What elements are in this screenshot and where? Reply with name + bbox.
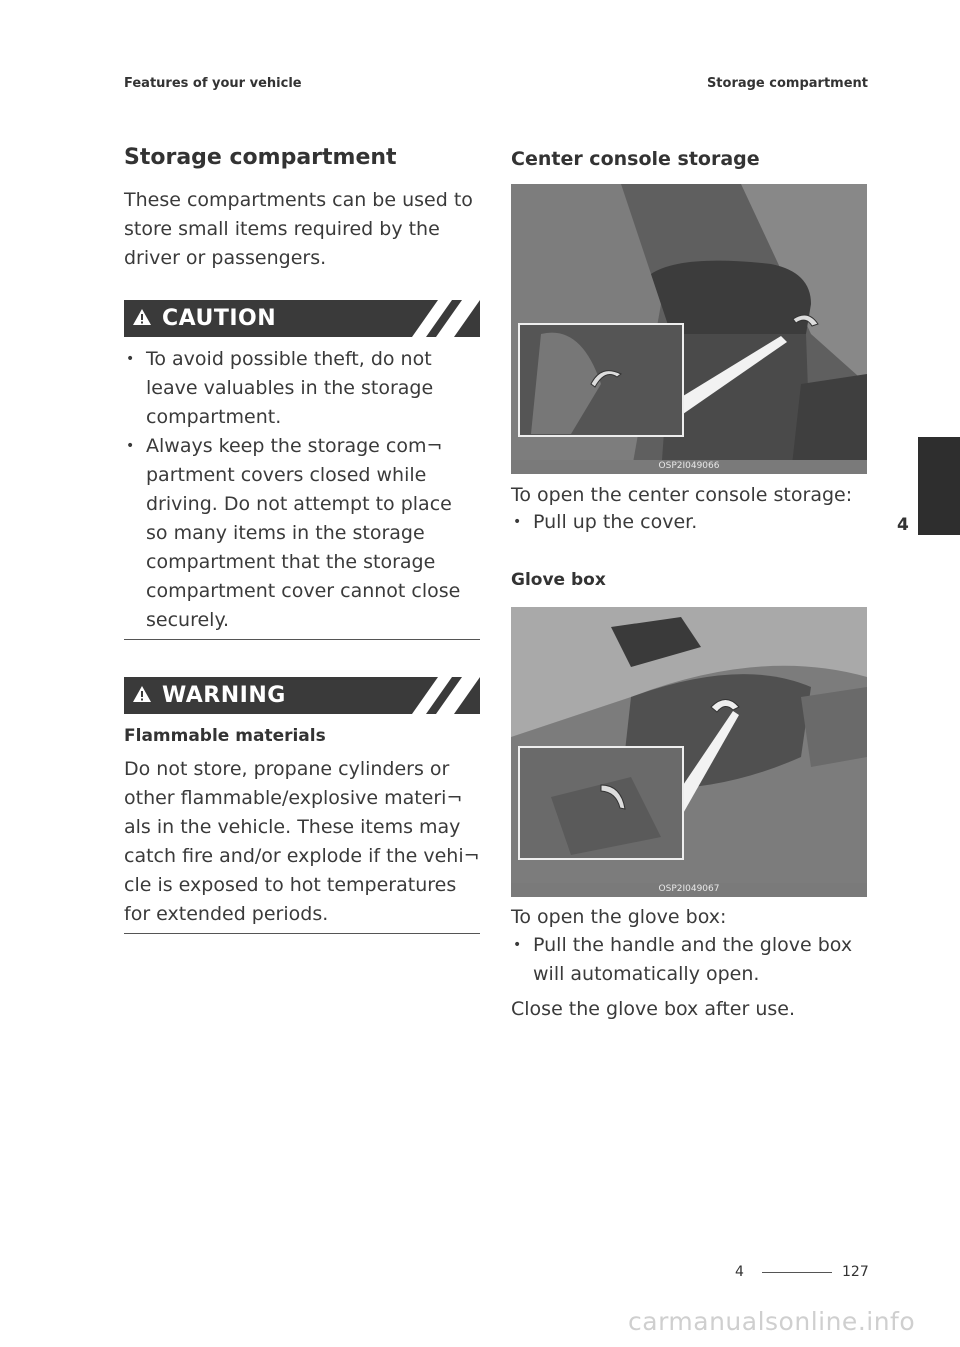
chapter-tab-number: 4	[897, 515, 909, 535]
page-number: 127	[842, 1264, 869, 1280]
console-instruction: To open the center console storage:	[511, 484, 853, 506]
footer-rule	[762, 1272, 832, 1273]
watermark: carmanualsonline.info	[628, 1307, 916, 1336]
caution-item: • To avoid possible theft, do not leave valuables in the storage compartment.	[124, 345, 474, 432]
intro-paragraph: These compartments can be used to store small items required by the driver or passengers.	[124, 189, 473, 269]
warning-label: WARNING	[162, 683, 286, 708]
glovebox-figure	[511, 607, 867, 897]
glovebox-list	[511, 931, 871, 989]
running-header-left: Features of your vehicle	[124, 76, 302, 91]
warning-body: Do not store, propane cylinders or other flammable/explosive materi¬ als in the vehicle. These items may catch fire and/or explode if the vehi¬ cle is exposed to hot temperatures for extended periods.	[124, 758, 480, 925]
glovebox-title: Glove box	[511, 570, 606, 590]
glovebox-instruction: To open the glove box:	[511, 906, 727, 928]
console-step: • Pull up the cover.	[511, 508, 871, 537]
console-figure	[511, 184, 867, 474]
divider	[124, 933, 480, 934]
banner-stripes	[412, 300, 480, 337]
caution-label: CAUTION	[162, 306, 277, 331]
warning-triangle-icon	[132, 308, 152, 330]
caution-list	[124, 345, 474, 635]
warning-subtitle: Flammable materials	[124, 726, 326, 746]
divider	[124, 639, 480, 640]
warning-triangle-icon	[132, 685, 152, 707]
running-header-right: Storage compartment	[706, 76, 868, 91]
caution-item: • Always keep the storage com¬ partment covers closed while driving. Do not attempt to place so many items in the storage compartment that the storage compartment cover cannot close securely.	[124, 432, 474, 635]
console-figure-id: OSP2I049066	[511, 460, 867, 472]
glovebox-figure-id: OSP2I049067	[511, 883, 867, 895]
section-title: Storage compartment	[124, 145, 397, 170]
console-list	[511, 508, 871, 537]
footer-chapter: 4	[735, 1264, 744, 1280]
warning-banner	[124, 677, 480, 714]
chapter-tab	[918, 437, 960, 535]
banner-stripes	[412, 677, 480, 714]
glovebox-closing: Close the glove box after use.	[511, 998, 795, 1020]
console-title: Center console storage	[511, 148, 760, 170]
glovebox-step: • Pull the handle and the glove box will automatically open.	[511, 931, 871, 989]
caution-banner	[124, 300, 480, 337]
